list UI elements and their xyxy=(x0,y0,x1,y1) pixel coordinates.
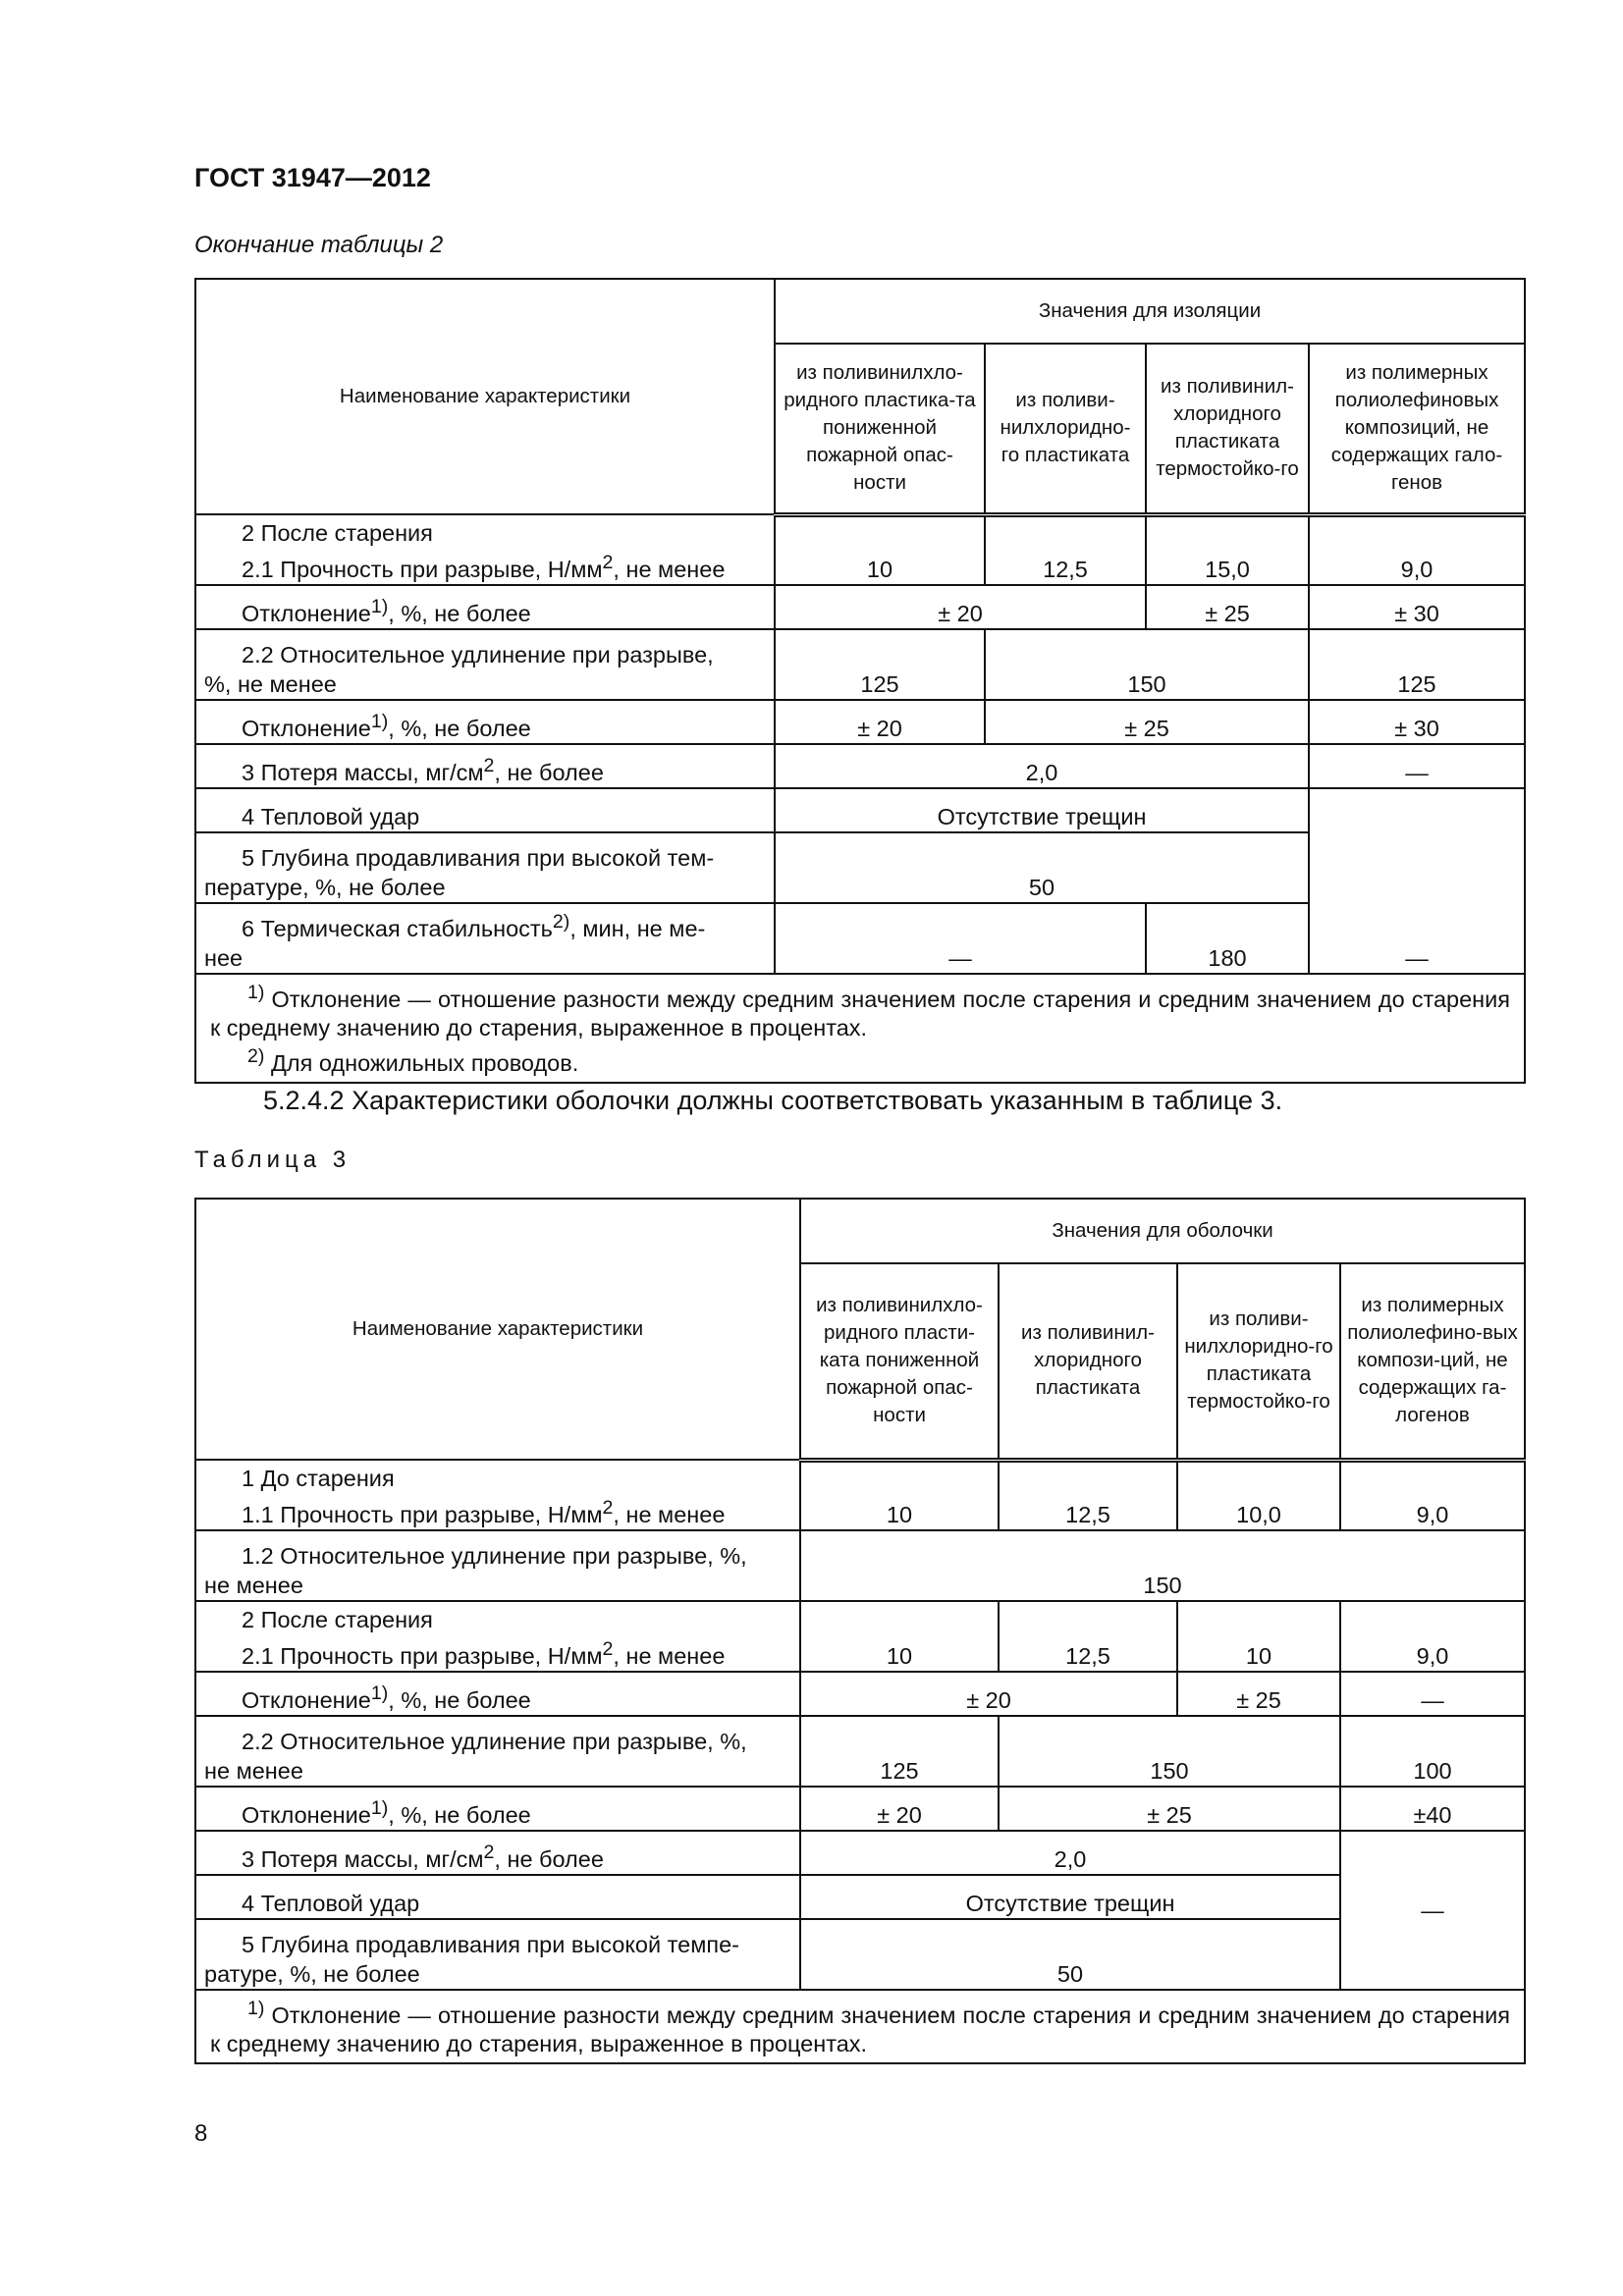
table3-cell: 12,5 xyxy=(999,1601,1177,1672)
table3-row-name: 4 Тепловой удар xyxy=(195,1875,800,1919)
table3-col-header: из полимерных полиолефино-вых компози-ций, не содержащих га-логенов xyxy=(1340,1263,1525,1460)
table2-cell: 180 xyxy=(1146,903,1309,974)
table3-cell: ± 25 xyxy=(999,1787,1340,1831)
table2 xyxy=(194,278,1526,1084)
table2-col-header: из поливинил-хлоридного пластиката термостойко-го xyxy=(1146,344,1309,514)
table2-cell: ± 25 xyxy=(1146,585,1309,629)
table3-cell: 125 xyxy=(800,1716,999,1787)
table2-group-header: Значения для изоляции xyxy=(775,279,1525,344)
paragraph-5-2-4-2: 5.2.4.2 Характеристики оболочки должны соответствовать указанным в таблице 3. xyxy=(263,1086,1283,1115)
table2-cell: — xyxy=(1309,788,1525,974)
table3-name-header: Наименование характеристики xyxy=(195,1199,800,1460)
table3-col-header: из поливинил-хлоридного пластиката xyxy=(999,1263,1177,1460)
table2-row-name: 5 Глубина продавливания при высокой тем- пературе, %, не более xyxy=(195,832,775,903)
table3-cell: — xyxy=(1340,1672,1525,1716)
table3-cell: ± 25 xyxy=(1177,1672,1340,1716)
table3-cell: Отсутствие трещин xyxy=(800,1875,1340,1919)
table2-footnote-2: $^{2)}$ Для одножильных проводов. xyxy=(247,1044,579,1076)
table2-cell: ± 20 xyxy=(775,585,1146,629)
table3-row-name: 2.2 Относительное удлинение при разрыве, %, не менее xyxy=(195,1716,800,1787)
table2-cell: 10 xyxy=(775,514,985,585)
table3 xyxy=(194,1198,1526,2064)
table3-cell: 9,0 xyxy=(1340,1460,1525,1530)
table3-footnotes xyxy=(195,1990,1525,2063)
table3-row-name: 1 До старения 1.1 Прочность при разрыве, $Н/мм^2$, не менее xyxy=(195,1460,800,1530)
table2-cell: 2,0 xyxy=(775,744,1309,788)
table3-cell: 150 xyxy=(999,1716,1340,1787)
table3-caption: Таблица 3 xyxy=(194,1147,352,1173)
table3-cell: — xyxy=(1340,1831,1525,1990)
table2-cell: ± 25 xyxy=(985,700,1309,744)
table2-name-header: Наименование характеристики xyxy=(195,279,775,514)
table2-cell: 50 xyxy=(775,832,1309,903)
table2-cell: — xyxy=(1309,744,1525,788)
table3-col-header: из поливи-нилхлоридно-го пластиката термостойко-го xyxy=(1177,1263,1340,1460)
table3-cell: 150 xyxy=(800,1530,1525,1601)
table3-group-header: Значения для оболочки xyxy=(800,1199,1525,1263)
table2-caption: Окончание таблицы 2 xyxy=(194,232,444,258)
table3-cell: ±40 xyxy=(1340,1787,1525,1831)
table3-row-name: 5 Глубина продавливания при высокой темпе- ратуре, %, не более xyxy=(195,1919,800,1990)
table3-cell: 2,0 xyxy=(800,1831,1340,1875)
table2-footnote-1: $^{1)}$ Отклонение — отношение разности между средним значением после старения и средним значением до старения к среднему значению до старения, выраженное в процентах. xyxy=(210,982,1511,1041)
table2-col-header: из поливи-нилхлоридно-го пластиката xyxy=(985,344,1146,514)
standard-code: ГОСТ 31947—2012 xyxy=(194,163,431,192)
table2-row-name: Отклонение$^{1)}$, %, не более xyxy=(195,700,775,744)
table2-row-name: 4 Тепловой удар xyxy=(195,788,775,832)
table2-cell: ± 20 xyxy=(775,700,985,744)
table3-cell: 100 xyxy=(1340,1716,1525,1787)
table3-cell: ± 20 xyxy=(800,1672,1177,1716)
table3-cell: 9,0 xyxy=(1340,1601,1525,1672)
table3-cell: 10,0 xyxy=(1177,1460,1340,1530)
table2-cell: 12,5 xyxy=(985,514,1146,585)
table2-row-name: Отклонение$^{1)}$, %, не более xyxy=(195,585,775,629)
table3-footnote-1: $^{1)}$ Отклонение — отношение разности между средним значением после старения и средним значением до старения к среднему значению до старения, выраженное в процентах. xyxy=(210,1998,1511,2056)
table2-cell: 125 xyxy=(775,629,985,700)
table2-col-header: из поливинилхло-ридного пластика-та пониженной пожарной опас-ности xyxy=(775,344,985,514)
table3-row-name: 2 После старения 2.1 Прочность при разрыве, $Н/мм^2$, не менее xyxy=(195,1601,800,1672)
table2-cell: 125 xyxy=(1309,629,1525,700)
page-number: 8 xyxy=(194,2120,208,2147)
table3-row-name: Отклонение$^{1)}$, %, не более xyxy=(195,1787,800,1831)
table2-col-header: из полимерных полиолефиновых композиций, не содержащих гало-генов xyxy=(1309,344,1525,514)
table3-cell: 50 xyxy=(800,1919,1340,1990)
table3-cell: 10 xyxy=(800,1460,999,1530)
table3-cell: ± 20 xyxy=(800,1787,999,1831)
table3-cell: 12,5 xyxy=(999,1460,1177,1530)
table3-row-name: 1.2 Относительное удлинение при разрыве, %, не менее xyxy=(195,1530,800,1601)
table3-row-name: 3 Потеря массы, $мг/см^2$, не более xyxy=(195,1831,800,1875)
table3-cell: 10 xyxy=(1177,1601,1340,1672)
table2-footnotes xyxy=(195,974,1525,1083)
table2-cell: 15,0 xyxy=(1146,514,1309,585)
table2-row-name: 6 Термическая стабильность$^{2)}$, мин, не ме- нее xyxy=(195,903,775,974)
table2-cell: 150 xyxy=(985,629,1309,700)
table3-col-header: из поливинилхло-ридного пласти-ката пониженной пожарной опас-ности xyxy=(800,1263,999,1460)
table2-cell: Отсутствие трещин xyxy=(775,788,1309,832)
table2-cell: 9,0 xyxy=(1309,514,1525,585)
table2-row-name: 2.2 Относительное удлинение при разрыве, %, не менее xyxy=(195,629,775,700)
table2-cell: ± 30 xyxy=(1309,585,1525,629)
table2-row-name: 3 Потеря массы, $мг/см^2$, не более xyxy=(195,744,775,788)
table2-row-name: 2 После старения 2.1 Прочность при разрыве, $Н/мм^2$, не менее xyxy=(195,514,775,585)
table2-cell: ± 30 xyxy=(1309,700,1525,744)
table3-row-name: Отклонение$^{1)}$, %, не более xyxy=(195,1672,800,1716)
table3-cell: 10 xyxy=(800,1601,999,1672)
table2-cell: — xyxy=(775,903,1146,974)
